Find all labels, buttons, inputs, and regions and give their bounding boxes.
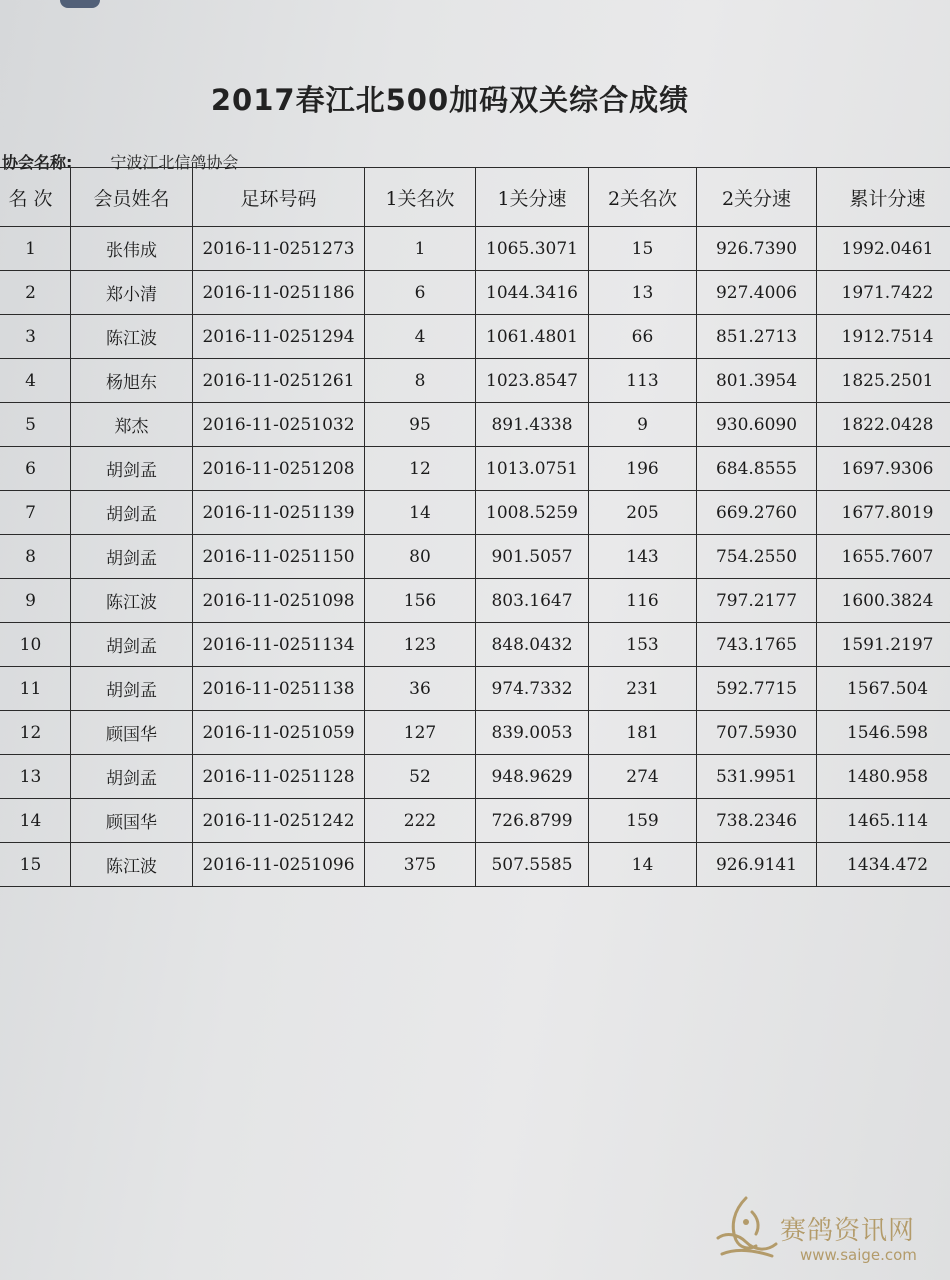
stage2-speed-cell: 930.6090 <box>697 403 817 447</box>
stage2-rank-cell: 14 <box>589 843 697 887</box>
table-row <box>0 227 950 271</box>
watermark-text: 赛鸽资讯网 <box>780 1216 916 1246</box>
stage1-rank-cell: 4 <box>365 315 476 359</box>
member-name-cell: 胡剑孟 <box>71 535 193 579</box>
stage1-speed-cell: 726.8799 <box>476 799 589 843</box>
total-speed-cell: 1434.472 <box>817 843 950 887</box>
stage2-speed-cell: 851.2713 <box>697 315 817 359</box>
rank-cell: 6 <box>0 447 71 491</box>
watermark <box>706 1192 926 1272</box>
stage2-rank-cell: 231 <box>589 667 697 711</box>
stage2-rank-cell: 153 <box>589 623 697 667</box>
stage2-speed-cell: 926.9141 <box>697 843 817 887</box>
stage1-speed-cell: 901.5057 <box>476 535 589 579</box>
top-edge-mark <box>60 0 100 8</box>
stage1-rank-cell: 127 <box>365 711 476 755</box>
header-row <box>0 168 950 227</box>
stage2-rank-cell: 181 <box>589 711 697 755</box>
member-name-cell: 顾国华 <box>71 711 193 755</box>
table-row <box>0 799 950 843</box>
table-row <box>0 359 950 403</box>
ring-number-cell: 2016-11-0251032 <box>193 403 365 447</box>
table-row <box>0 579 950 623</box>
total-speed-cell: 1591.2197 <box>817 623 950 667</box>
total-speed-cell: 1465.114 <box>817 799 950 843</box>
stage1-rank-cell: 123 <box>365 623 476 667</box>
table-row <box>0 491 950 535</box>
stage1-speed-cell: 848.0432 <box>476 623 589 667</box>
stage2-speed-cell: 592.7715 <box>697 667 817 711</box>
total-speed-cell: 1677.8019 <box>817 491 950 535</box>
stage2-rank-cell: 9 <box>589 403 697 447</box>
table-row <box>0 843 950 887</box>
stage1-rank-cell: 12 <box>365 447 476 491</box>
ring-number-cell: 2016-11-0251059 <box>193 711 365 755</box>
header-stage1-speed: 1关分速 <box>476 168 589 227</box>
page-title: 2017春江北500加码双关综合成绩 <box>210 83 690 117</box>
stage2-speed-cell: 927.4006 <box>697 271 817 315</box>
stage2-rank-cell: 13 <box>589 271 697 315</box>
stage2-rank-cell: 143 <box>589 535 697 579</box>
stage2-speed-cell: 531.9951 <box>697 755 817 799</box>
member-name-cell: 郑杰 <box>71 403 193 447</box>
stage1-speed-cell: 1044.3416 <box>476 271 589 315</box>
stage1-speed-cell: 891.4338 <box>476 403 589 447</box>
rank-cell: 7 <box>0 491 71 535</box>
table-row <box>0 447 950 491</box>
rank-cell: 3 <box>0 315 71 359</box>
ring-number-cell: 2016-11-0251273 <box>193 227 365 271</box>
stage1-rank-cell: 1 <box>365 227 476 271</box>
rank-cell: 15 <box>0 843 71 887</box>
stage2-speed-cell: 738.2346 <box>697 799 817 843</box>
table-row <box>0 623 950 667</box>
member-name-cell: 胡剑孟 <box>71 623 193 667</box>
member-name-cell: 顾国华 <box>71 799 193 843</box>
stage2-speed-cell: 754.2550 <box>697 535 817 579</box>
table-row <box>0 403 950 447</box>
total-speed-cell: 1992.0461 <box>817 227 950 271</box>
header-ring-number: 足环号码 <box>193 168 365 227</box>
ring-number-cell: 2016-11-0251186 <box>193 271 365 315</box>
stage1-rank-cell: 36 <box>365 667 476 711</box>
total-speed-cell: 1480.958 <box>817 755 950 799</box>
stage1-rank-cell: 6 <box>365 271 476 315</box>
stage1-speed-cell: 1065.3071 <box>476 227 589 271</box>
stage1-speed-cell: 839.0053 <box>476 711 589 755</box>
stage1-rank-cell: 80 <box>365 535 476 579</box>
rank-cell: 9 <box>0 579 71 623</box>
stage2-rank-cell: 274 <box>589 755 697 799</box>
ring-number-cell: 2016-11-0251150 <box>193 535 365 579</box>
header-stage1-rank: 1关名次 <box>365 168 476 227</box>
member-name-cell: 陈江波 <box>71 579 193 623</box>
stage1-speed-cell: 1013.0751 <box>476 447 589 491</box>
total-speed-cell: 1971.7422 <box>817 271 950 315</box>
stage1-speed-cell: 974.7332 <box>476 667 589 711</box>
rank-cell: 2 <box>0 271 71 315</box>
rank-cell: 13 <box>0 755 71 799</box>
total-speed-cell: 1546.598 <box>817 711 950 755</box>
results-table <box>0 167 950 887</box>
header-stage2-rank: 2关名次 <box>589 168 697 227</box>
total-speed-cell: 1567.504 <box>817 667 950 711</box>
stage1-rank-cell: 222 <box>365 799 476 843</box>
stage1-speed-cell: 1023.8547 <box>476 359 589 403</box>
stage1-speed-cell: 1008.5259 <box>476 491 589 535</box>
ring-number-cell: 2016-11-0251134 <box>193 623 365 667</box>
ring-number-cell: 2016-11-0251208 <box>193 447 365 491</box>
stage2-speed-cell: 684.8555 <box>697 447 817 491</box>
header-total-speed: 累计分速 <box>817 168 950 227</box>
total-speed-cell: 1600.3824 <box>817 579 950 623</box>
table-row <box>0 667 950 711</box>
ring-number-cell: 2016-11-0251294 <box>193 315 365 359</box>
ring-number-cell: 2016-11-0251098 <box>193 579 365 623</box>
stage1-rank-cell: 8 <box>365 359 476 403</box>
table-row <box>0 271 950 315</box>
rank-cell: 5 <box>0 403 71 447</box>
header-member-name: 会员姓名 <box>71 168 193 227</box>
ring-number-cell: 2016-11-0251139 <box>193 491 365 535</box>
header-rank: 名 次 <box>0 168 71 227</box>
member-name-cell: 胡剑孟 <box>71 447 193 491</box>
stage1-rank-cell: 14 <box>365 491 476 535</box>
header-stage2-speed: 2关分速 <box>697 168 817 227</box>
rank-cell: 1 <box>0 227 71 271</box>
association-label: 协会名称: <box>2 153 73 172</box>
total-speed-cell: 1825.2501 <box>817 359 950 403</box>
stage1-rank-cell: 52 <box>365 755 476 799</box>
stage1-rank-cell: 375 <box>365 843 476 887</box>
association-name: 宁波江北信鸽协会 <box>110 153 239 172</box>
pigeon-logo-icon <box>706 1192 784 1266</box>
stage1-speed-cell: 507.5585 <box>476 843 589 887</box>
stage1-rank-cell: 156 <box>365 579 476 623</box>
stage2-speed-cell: 743.1765 <box>697 623 817 667</box>
stage1-rank-cell: 95 <box>365 403 476 447</box>
stage2-rank-cell: 205 <box>589 491 697 535</box>
stage2-speed-cell: 926.7390 <box>697 227 817 271</box>
total-speed-cell: 1912.7514 <box>817 315 950 359</box>
stage2-speed-cell: 801.3954 <box>697 359 817 403</box>
member-name-cell: 郑小清 <box>71 271 193 315</box>
stage2-rank-cell: 15 <box>589 227 697 271</box>
table-row <box>0 535 950 579</box>
stage2-speed-cell: 707.5930 <box>697 711 817 755</box>
stage2-rank-cell: 196 <box>589 447 697 491</box>
watermark-url: www.saige.com <box>800 1246 917 1264</box>
ring-number-cell: 2016-11-0251128 <box>193 755 365 799</box>
member-name-cell: 胡剑孟 <box>71 755 193 799</box>
stage2-rank-cell: 116 <box>589 579 697 623</box>
rank-cell: 14 <box>0 799 71 843</box>
rank-cell: 4 <box>0 359 71 403</box>
member-name-cell: 张伟成 <box>71 227 193 271</box>
member-name-cell: 胡剑孟 <box>71 491 193 535</box>
stage1-speed-cell: 948.9629 <box>476 755 589 799</box>
member-name-cell: 杨旭东 <box>71 359 193 403</box>
rank-cell: 8 <box>0 535 71 579</box>
rank-cell: 11 <box>0 667 71 711</box>
member-name-cell: 胡剑孟 <box>71 667 193 711</box>
ring-number-cell: 2016-11-0251096 <box>193 843 365 887</box>
table-row <box>0 755 950 799</box>
ring-number-cell: 2016-11-0251261 <box>193 359 365 403</box>
total-speed-cell: 1655.7607 <box>817 535 950 579</box>
member-name-cell: 陈江波 <box>71 843 193 887</box>
stage2-rank-cell: 113 <box>589 359 697 403</box>
member-name-cell: 陈江波 <box>71 315 193 359</box>
stage2-speed-cell: 669.2760 <box>697 491 817 535</box>
stage2-rank-cell: 159 <box>589 799 697 843</box>
stage1-speed-cell: 1061.4801 <box>476 315 589 359</box>
total-speed-cell: 1697.9306 <box>817 447 950 491</box>
rank-cell: 10 <box>0 623 71 667</box>
total-speed-cell: 1822.0428 <box>817 403 950 447</box>
stage2-rank-cell: 66 <box>589 315 697 359</box>
rank-cell: 12 <box>0 711 71 755</box>
stage1-speed-cell: 803.1647 <box>476 579 589 623</box>
ring-number-cell: 2016-11-0251242 <box>193 799 365 843</box>
table-row <box>0 711 950 755</box>
table-row <box>0 315 950 359</box>
stage2-speed-cell: 797.2177 <box>697 579 817 623</box>
ring-number-cell: 2016-11-0251138 <box>193 667 365 711</box>
